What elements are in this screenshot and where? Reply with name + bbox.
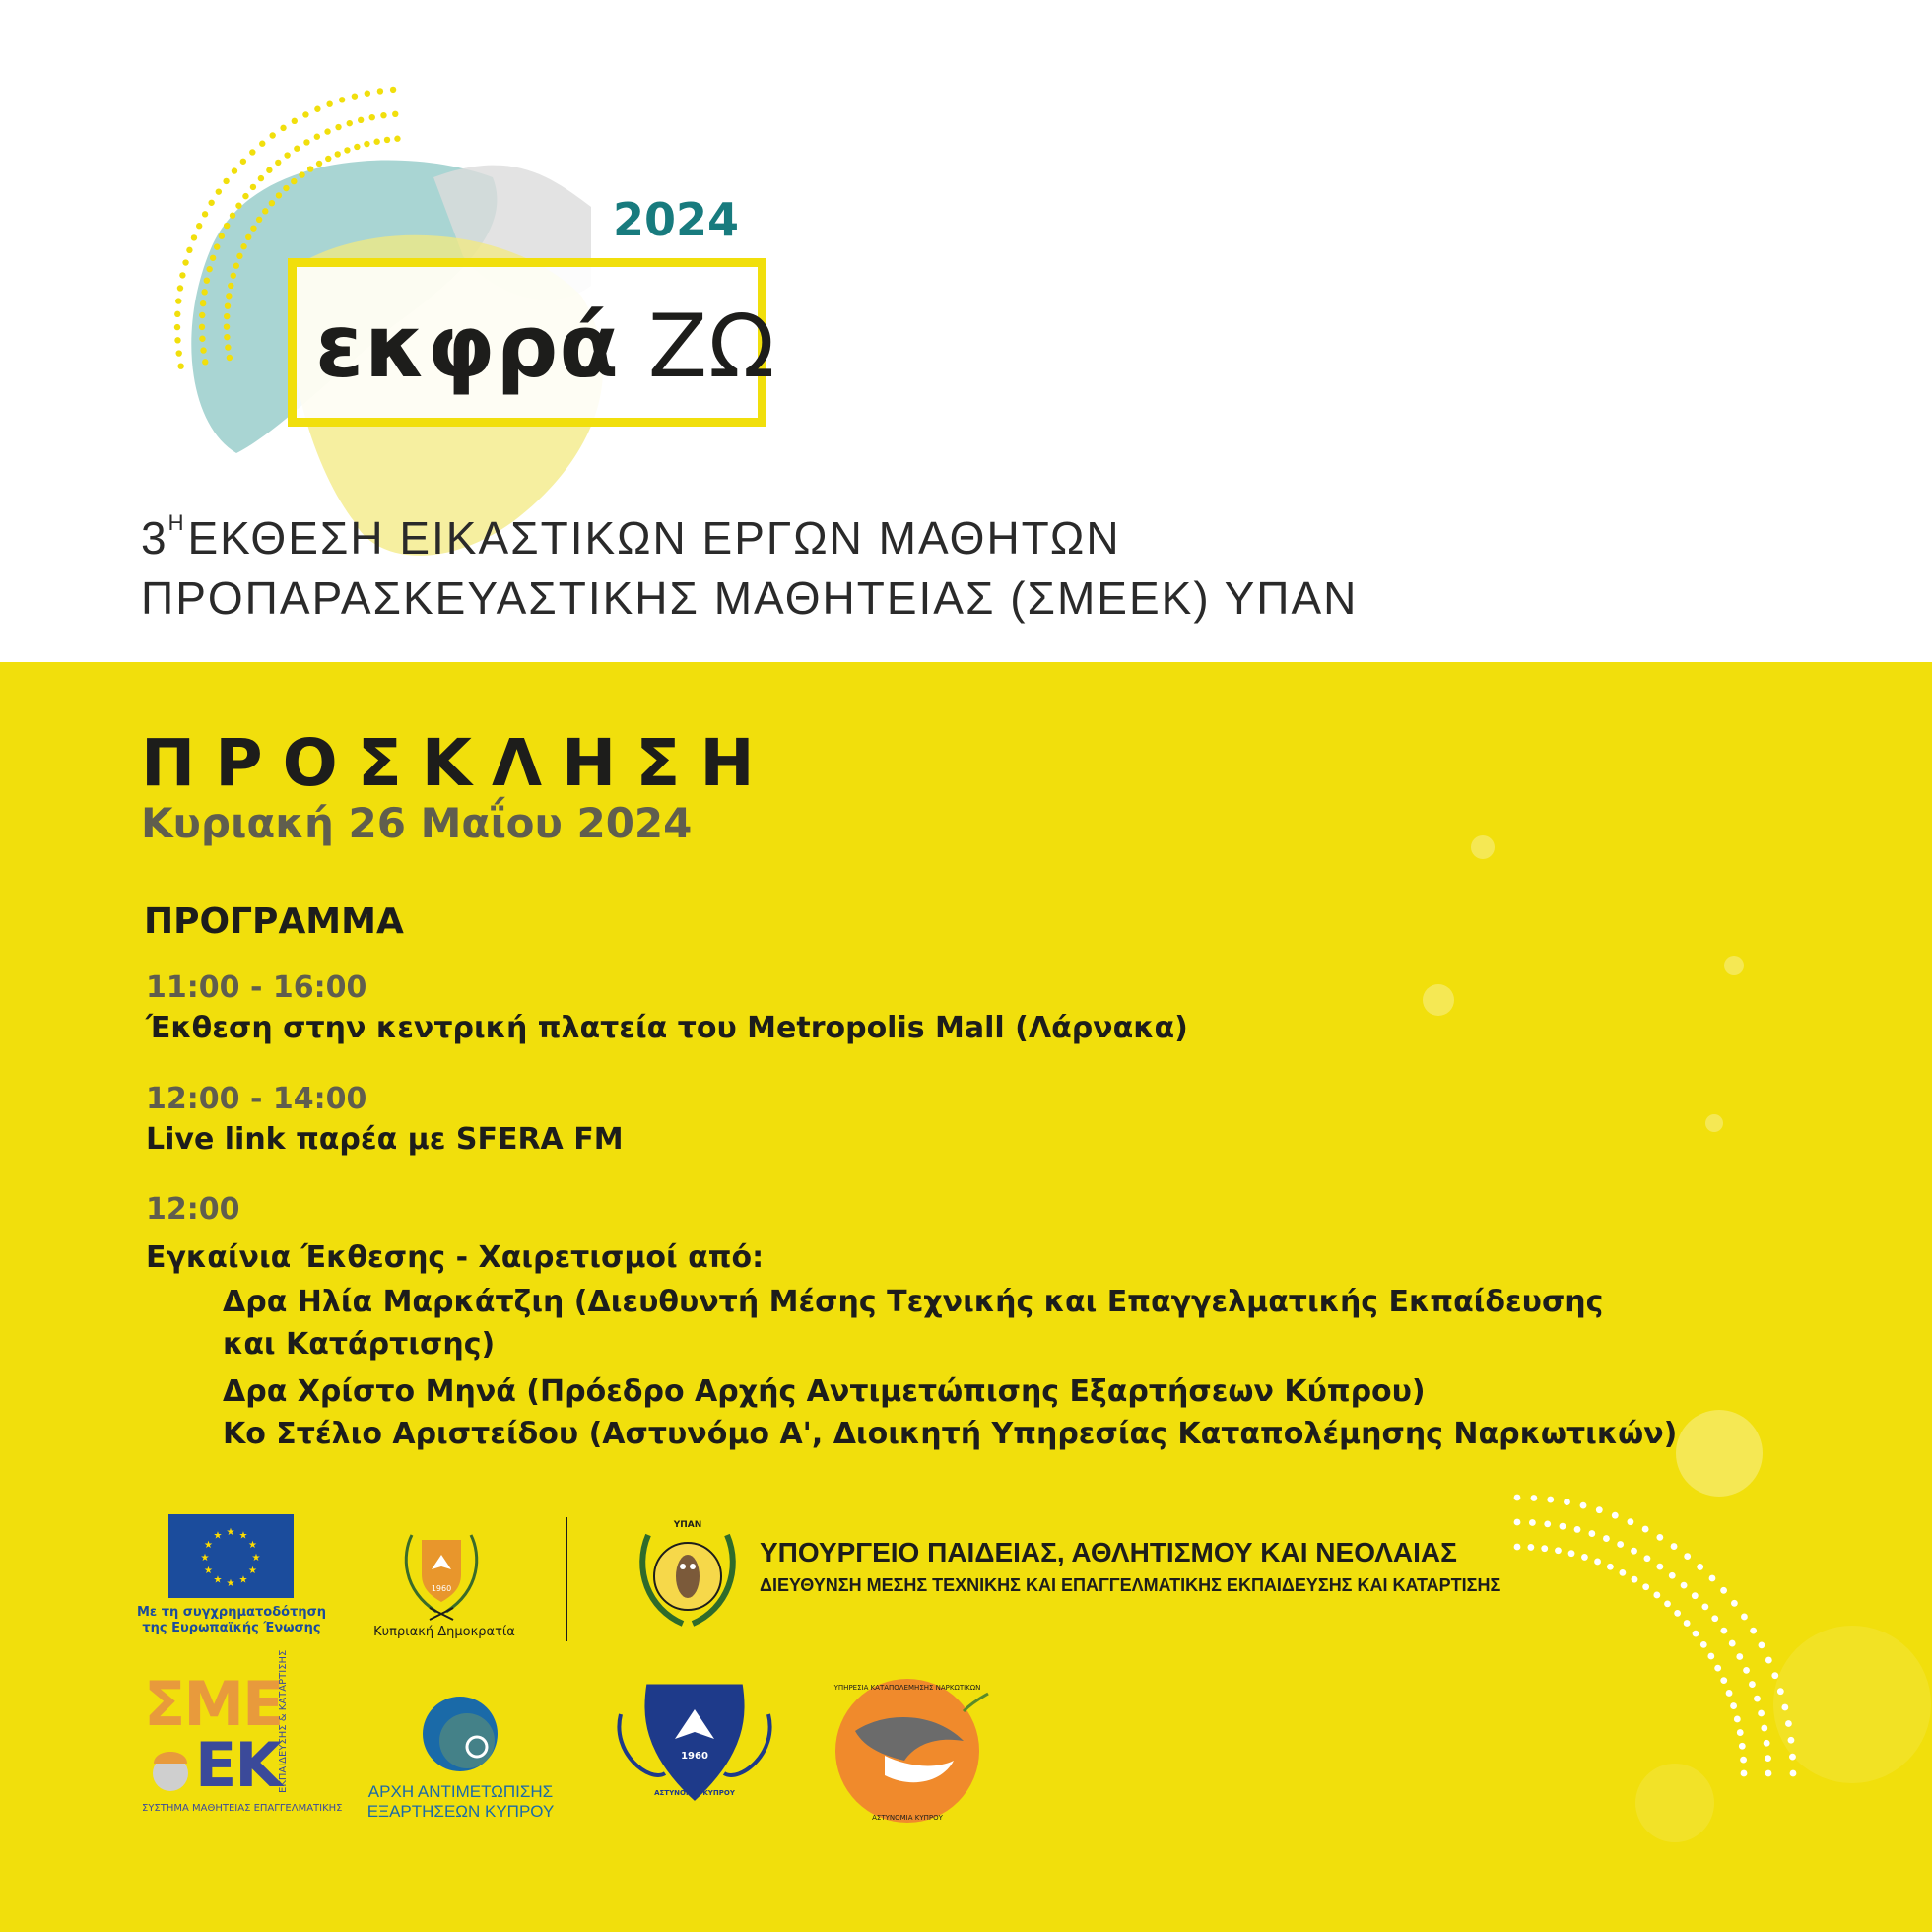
- decorative-dot: [191, 234, 197, 240]
- decorative-dot: [258, 175, 264, 181]
- decorative-dot: [1726, 1690, 1733, 1697]
- decorative-dot: [1758, 1710, 1765, 1717]
- addiction-authority-icon: [418, 1690, 506, 1778]
- decorative-dot: [226, 293, 232, 299]
- decorative-dot: [291, 178, 297, 184]
- bubble-decoration: [1423, 835, 1931, 1842]
- logo-light-text: ΖΩ: [647, 296, 776, 397]
- decorative-dot: [225, 344, 231, 350]
- decorative-dot: [1759, 1641, 1765, 1648]
- decorative-dot: [1603, 1535, 1610, 1542]
- decorative-dot: [228, 283, 233, 289]
- decorative-dot: [335, 151, 341, 157]
- decorative-dot: [314, 134, 320, 140]
- decorative-dot: [352, 93, 358, 99]
- decorative-dot: [200, 300, 206, 306]
- decorative-dot: [292, 118, 298, 124]
- decorative-dot: [326, 100, 332, 106]
- decorative-dot: [1789, 1754, 1796, 1761]
- program-time-1: 11:00 - 16:00: [146, 970, 367, 1005]
- decorative-dot: [196, 223, 202, 229]
- decorative-dot: [1754, 1696, 1761, 1702]
- speaker-1: Δρα Ηλία Μαρκάτζιη (Διευθυντή Μέσης Τεχνικής και Επαγγελματικής Εκπαίδευσης: [223, 1285, 1604, 1319]
- decorative-dot: [384, 137, 390, 143]
- decorative-dot: [208, 200, 214, 206]
- decorative-dot: [347, 120, 353, 126]
- decorative-dot: [1674, 1610, 1681, 1617]
- decorative-dot: [1514, 1544, 1521, 1551]
- decorative-dot: [1547, 1497, 1554, 1503]
- eu-star: ★: [248, 1566, 258, 1576]
- decorative-dot: [236, 253, 242, 259]
- decorative-dot: [242, 193, 248, 199]
- decorative-dot: [1596, 1506, 1603, 1513]
- subtitle-ordinal: 3: [141, 512, 168, 564]
- eu-star: ★: [238, 1530, 248, 1542]
- decorative-dot: [1555, 1547, 1562, 1554]
- decorative-dot: [1707, 1653, 1714, 1660]
- decorative-dot: [269, 132, 275, 138]
- decorative-dot: [199, 312, 205, 318]
- decorative-dot: [316, 161, 322, 167]
- decorative-dot: [177, 363, 183, 368]
- decorative-dot: [1541, 1545, 1548, 1552]
- decorative-dot: [275, 160, 281, 166]
- eu-star: ★: [213, 1574, 223, 1586]
- decorative-dot: [365, 90, 370, 96]
- decorative-dot: [1574, 1526, 1581, 1533]
- decorative-dot: [269, 200, 275, 206]
- decorative-dot: [1514, 1495, 1521, 1501]
- decorative-dot: [1741, 1614, 1748, 1621]
- eu-star: ★: [213, 1530, 223, 1542]
- decorative-dot: [231, 273, 236, 279]
- speaker-3: Κο Στέλιο Αριστείδου (Αστυνόμο Α', Διοικητή Υπηρεσίας Καταπολέμησης Ναρκωτικών): [223, 1417, 1678, 1451]
- program-time-3: 12:00: [146, 1192, 240, 1227]
- decorative-dot: [227, 355, 233, 361]
- ministry-subtitle: ΔΙΕΥΘΥΝΣΗ ΜΕΣΗΣ ΤΕΧΝΙΚΗΣ ΚΑΙ ΕΠΑΓΓΕΛΜΑΤΙΚΗΣ ΕΚΠΑΙΔΕΥΣΗΣ ΚΑΙ ΚΑΤΑΡΤΙΣΗΣ: [760, 1575, 1501, 1595]
- decorative-dot: [1631, 1548, 1637, 1555]
- decorative-dot: [339, 97, 345, 102]
- eu-stars-icon: [168, 1514, 294, 1598]
- cyprus-coat-of-arms-icon: [392, 1525, 491, 1624]
- eu-star: ★: [203, 1566, 213, 1576]
- decorative-dot: [1743, 1667, 1750, 1674]
- decorative-dot: [358, 117, 364, 123]
- eu-star: ★: [238, 1574, 248, 1586]
- decorative-dot: [256, 217, 262, 223]
- decorative-dot: [1560, 1523, 1566, 1530]
- subtitle-line-1-text: ΕΚΘΕΣΗ ΕΙΚΑΣΤΙΚΩΝ ΕΡΓΩΝ ΜΑΘΗΤΩΝ: [187, 512, 1121, 564]
- decorative-dot: [1594, 1559, 1601, 1566]
- dotted-arc-bottom: [1514, 1495, 1797, 1777]
- decorative-dot: [174, 324, 180, 330]
- decorative-dot: [250, 225, 256, 231]
- decorative-dot: [283, 185, 289, 191]
- eu-star: ★: [226, 1527, 235, 1538]
- decorative-dot: [1544, 1520, 1551, 1527]
- decorative-dot: [1628, 1518, 1634, 1525]
- decorative-dot: [1692, 1592, 1699, 1599]
- decorative-dot: [235, 203, 241, 209]
- subtitle-line-1: [141, 493, 1358, 568]
- eu-caption-line-1: Με τη συγχρηματοδότηση: [137, 1605, 326, 1620]
- decorative-dot: [377, 88, 383, 94]
- decorative-dot: [1642, 1583, 1649, 1590]
- drug-enforcement-unit-icon: [826, 1672, 993, 1830]
- decorative-dot: [1771, 1672, 1778, 1679]
- decorative-dot: [210, 255, 216, 261]
- decorative-dot: [307, 166, 313, 171]
- invitation-date: Κυριακή 26 Μαΐου 2024: [141, 799, 693, 847]
- drug-unit-bottom-text: ΑΣΤΥΝΟΜΙΑ ΚΥΠΡΟΥ: [872, 1814, 943, 1822]
- decorative-dot: [1632, 1576, 1638, 1583]
- eu-star: ★: [251, 1553, 261, 1564]
- decorative-dot: [1765, 1755, 1771, 1762]
- decorative-dot: [1656, 1534, 1663, 1541]
- decorative-dot: [1764, 1740, 1770, 1747]
- decorative-dot: [223, 178, 229, 184]
- program-time-2: 12:00 - 14:00: [146, 1082, 367, 1116]
- decorative-dot: [204, 277, 210, 283]
- decorative-dot: [1612, 1512, 1619, 1519]
- decorative-dot: [373, 139, 379, 145]
- decorative-dot: [1568, 1550, 1575, 1557]
- decorative-dot: [250, 184, 256, 190]
- decorative-dot: [186, 247, 192, 253]
- cyprus-year: 1960: [431, 1584, 452, 1593]
- smeek-letters-top: ΣΜΕ: [144, 1668, 283, 1740]
- decorative-dot: [1607, 1564, 1614, 1570]
- decorative-dot: [176, 350, 182, 356]
- decorative-dot: [174, 311, 180, 317]
- decorative-dot: [202, 359, 208, 365]
- decorative-dot: [1656, 1564, 1663, 1570]
- decorative-dot: [1581, 1554, 1588, 1561]
- decorative-dot: [276, 192, 282, 198]
- speaker-2: Δρα Χρίστο Μηνά (Πρόεδρο Αρχής Αντιμετώπισης Εξαρτήσεων Κύπρου): [223, 1374, 1426, 1409]
- decorative-dot: [175, 298, 181, 303]
- decorative-dot: [299, 171, 304, 177]
- decorative-dot: [1711, 1615, 1718, 1622]
- decorative-dot: [225, 302, 231, 308]
- decorative-dot: [199, 336, 205, 342]
- drug-unit-ring-text: ΥΠΗΡΕΣΙΑ ΚΑΤΑΠΟΛΕΜΗΣΗΣ ΝΑΡΚΩΤΙΚΩΝ: [833, 1684, 981, 1692]
- decorative-dot: [325, 156, 331, 162]
- decorative-dot: [232, 167, 237, 173]
- decorative-dot: [344, 147, 350, 153]
- decorative-dot: [1730, 1702, 1737, 1709]
- program-desc-1: Έκθεση στην κεντρική πλατεία του Metropolis Mall (Λάρνακα): [146, 1011, 1188, 1045]
- smeek-bottom-text: ΣΥΣΤΗΜΑ ΜΑΘΗΤΕΙΑΣ ΕΠΑΓΓΕΛΜΑΤΙΚΗΣ: [142, 1803, 343, 1814]
- decorative-dot: [1761, 1725, 1767, 1732]
- subtitle-line-2: ΠΡΟΠΑΡΑΣΚΕΥΑΣΤΙΚΗΣ ΜΑΘΗΤΕΙΑΣ (ΣΜΕΕΚ) ΥΠΑΝ: [141, 572, 1359, 624]
- decorative-dot: [249, 149, 255, 155]
- decorative-dot: [224, 313, 230, 319]
- decorative-dot: [1684, 1553, 1691, 1560]
- program-desc-2: Live link παρέα με SFERA FM: [146, 1122, 624, 1157]
- decorative-dot: [200, 347, 206, 353]
- decorative-dot: [174, 337, 180, 343]
- eu-star: ★: [200, 1553, 210, 1564]
- exhibition-subtitle: [141, 493, 1358, 629]
- decorative-dot: [1580, 1502, 1587, 1509]
- decorative-dot: [314, 106, 320, 112]
- decorative-dot: [1720, 1677, 1727, 1684]
- decorative-dot: [1737, 1729, 1744, 1736]
- decorative-dot: [1736, 1653, 1743, 1660]
- police-year: 1960: [681, 1751, 708, 1762]
- decorative-dot: [1731, 1600, 1738, 1607]
- logo-bold-text: εκφρά: [315, 296, 620, 397]
- decorative-dot: [303, 139, 309, 145]
- smeek-helmet-gear-icon: [146, 1740, 195, 1793]
- decorative-dot: [1684, 1620, 1691, 1627]
- decorative-dot: [1741, 1770, 1748, 1777]
- year-label: 2024: [613, 193, 740, 246]
- decorative-dot: [1720, 1628, 1727, 1634]
- decorative-dot: [380, 112, 386, 118]
- decorative-dot: [1529, 1519, 1536, 1526]
- decorative-dot: [1531, 1495, 1538, 1501]
- decorative-dot: [262, 208, 268, 214]
- decorative-dot: [1669, 1572, 1676, 1579]
- decorative-dot: [240, 159, 246, 165]
- decorative-dot: [392, 111, 398, 117]
- decorative-dot: [1765, 1657, 1772, 1664]
- decorative-dot: [1781, 1704, 1788, 1711]
- decorative-dot: [1588, 1530, 1595, 1537]
- decorative-dot: [1739, 1743, 1746, 1750]
- decorative-dot: [1664, 1600, 1671, 1607]
- decorative-dot: [1564, 1499, 1570, 1505]
- decorative-dot: [1681, 1582, 1688, 1589]
- decorative-dot: [1671, 1543, 1678, 1550]
- decorative-dot: [177, 285, 183, 291]
- decorative-dot: [1642, 1526, 1649, 1533]
- decorative-dot: [1765, 1770, 1772, 1777]
- eu-star: ★: [248, 1540, 258, 1551]
- invitation-title: ΠΡΟΣΚΛΗΣΗ: [141, 725, 774, 801]
- program-desc-3: Εγκαίνια Έκθεσης - Χαιρετισμοί από:: [146, 1240, 765, 1275]
- program-heading: ΠΡΟΓΡΑΜΜΑ: [144, 901, 404, 942]
- eu-caption: [128, 1605, 335, 1636]
- decorative-dot: [1700, 1641, 1707, 1648]
- decorative-dot: [1729, 1640, 1736, 1647]
- smeek-letters-bottom: ΕΚ: [195, 1729, 281, 1801]
- logo-divider: [566, 1517, 567, 1641]
- decorative-dot: [284, 152, 290, 158]
- decorative-dot: [1740, 1757, 1747, 1764]
- decorative-dot: [233, 263, 239, 269]
- decorative-dot: [1653, 1592, 1660, 1599]
- decorative-dot: [1749, 1681, 1756, 1688]
- decorative-dot: [294, 146, 300, 152]
- eu-caption-line-2: της Ευρωπαϊκής Ένωσης: [142, 1621, 321, 1635]
- decorative-dot: [230, 213, 235, 219]
- decorative-dot: [354, 144, 360, 150]
- decorative-dot: [1697, 1564, 1703, 1570]
- decorative-dot: [364, 141, 369, 147]
- decorative-dot: [182, 259, 188, 265]
- decorative-dot: [266, 167, 272, 173]
- decorative-dot: [324, 128, 330, 134]
- decorative-dot: [1714, 1665, 1721, 1672]
- decorative-dot: [201, 289, 207, 295]
- eu-star: ★: [203, 1540, 213, 1551]
- decorative-dot: [224, 323, 230, 329]
- decorative-dot: [1790, 1770, 1797, 1777]
- speaker-1-cont: και Κατάρτισης): [223, 1327, 496, 1362]
- decorative-dot: [202, 211, 208, 217]
- aae-line-2: ΕΞΑΡΤΗΣΕΩΝ ΚΥΠΡΟΥ: [366, 1802, 555, 1821]
- decorative-dot: [280, 125, 286, 131]
- decorative-dot: [206, 266, 212, 272]
- decorative-dot: [1514, 1519, 1521, 1526]
- decorative-dot: [1750, 1628, 1757, 1634]
- decorative-dot: [1734, 1716, 1741, 1723]
- eu-star: ★: [226, 1578, 235, 1589]
- decorative-dot: [1693, 1631, 1699, 1637]
- police-badge-text: ΑΣΤΥΝΟΜΙΑ ΚΥΠΡΟΥ: [654, 1789, 735, 1797]
- decorative-dot: [1617, 1541, 1624, 1548]
- decorative-dot: [1527, 1544, 1534, 1551]
- addiction-authority-caption: [355, 1782, 566, 1822]
- decorative-dot: [394, 136, 400, 142]
- ministry-emblem-icon: [629, 1515, 747, 1633]
- cyprus-police-badge-icon: [611, 1675, 778, 1818]
- ministry-badge-text: ΥΠΑΝ: [673, 1520, 702, 1530]
- decorative-dot: [224, 223, 230, 229]
- decorative-dot: [390, 87, 396, 93]
- decorative-dot: [1709, 1575, 1716, 1582]
- decorative-dot: [1785, 1720, 1792, 1727]
- decorative-dot: [224, 334, 230, 340]
- decorative-dot: [1720, 1587, 1727, 1594]
- decorative-dot: [259, 141, 265, 147]
- subtitle-ordinal-sup: Η: [167, 510, 186, 535]
- smeek-logo: [144, 1649, 301, 1801]
- decorative-dot: [1644, 1555, 1651, 1562]
- decorative-dot: [245, 234, 251, 240]
- decorative-dot: [179, 272, 185, 278]
- decorative-dot: [1701, 1604, 1708, 1611]
- decorative-dot: [1788, 1737, 1795, 1744]
- eu-flag-logo: [168, 1514, 294, 1598]
- aae-line-1: ΑΡΧΗ ΑΝΤΙΜΕΤΩΠΙΣΗΣ: [367, 1782, 554, 1801]
- decorative-dot: [216, 188, 222, 194]
- decorative-dot: [369, 114, 375, 120]
- decorative-dot: [1619, 1569, 1626, 1576]
- exhibition-logo: [315, 296, 775, 397]
- ministry-title: ΥΠΟΥΡΓΕΙΟ ΠΑΙΔΕΙΑΣ, ΑΘΛΗΤΙΣΜΟΥ ΚΑΙ ΝΕΟΛΑΙΑΣ: [760, 1537, 1457, 1567]
- decorative-dot: [240, 243, 246, 249]
- decorative-dot: [1777, 1688, 1784, 1695]
- smeek-side-text: ΕΚΠΑΙΔΕΥΣΗΣ & ΚΑΤΑΡΤΙΣΗΣ: [278, 1649, 289, 1793]
- decorative-dot: [219, 233, 225, 239]
- decorative-dot: [335, 124, 341, 130]
- cyprus-caption: Κυπριακή Δημοκρατία: [373, 1625, 515, 1639]
- decorative-dot: [214, 243, 220, 249]
- decorative-dot: [302, 111, 308, 117]
- decorative-dot: [199, 324, 205, 330]
